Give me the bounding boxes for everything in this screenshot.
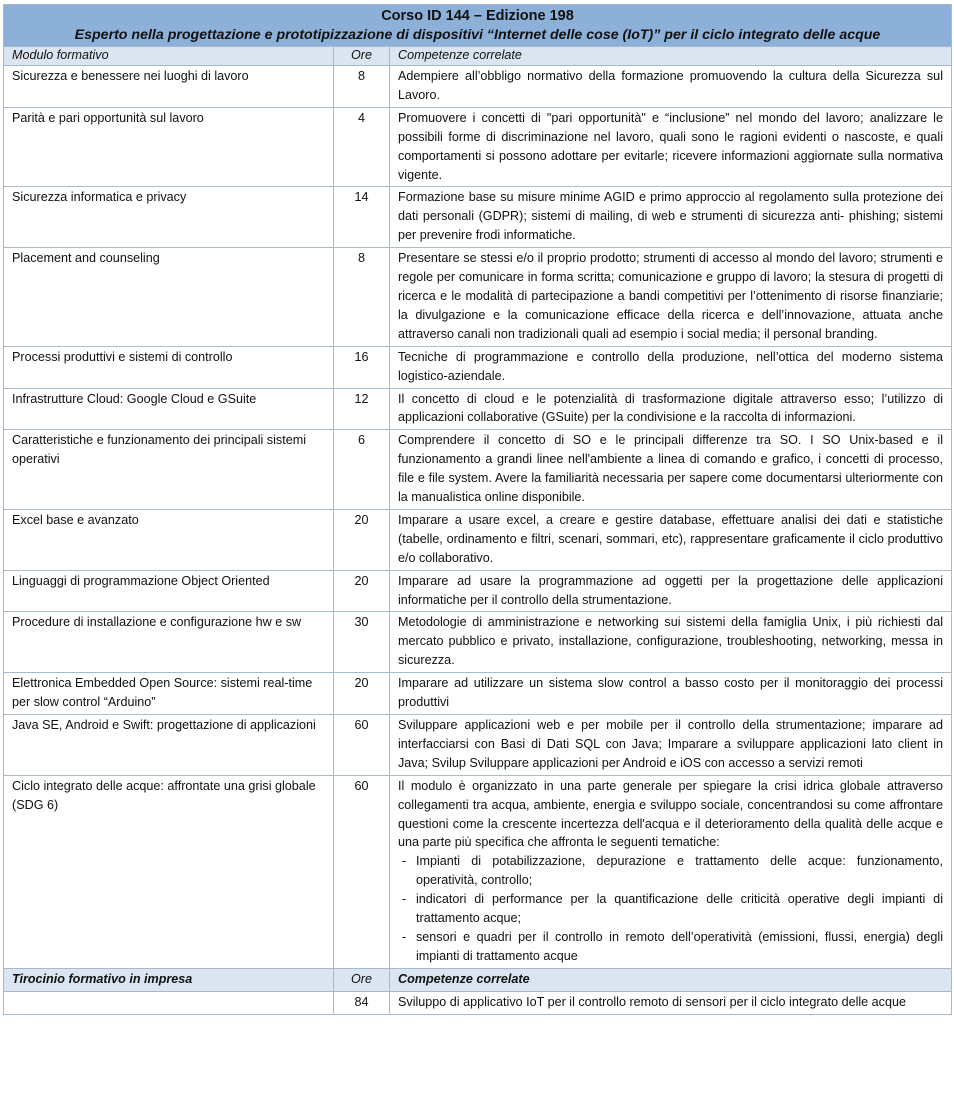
module-name: Procedure di installazione e configurazione hw e sw [4, 612, 334, 673]
column-header-row [4, 47, 952, 66]
title-row [4, 5, 952, 47]
internship-module [4, 991, 334, 1014]
table-row [4, 612, 952, 673]
water-module-intro: Il modulo è organizzato in una parte generale per spiegare la crisi idrica globale attraverso collegamenti tra acqua, ambiente, energia e sviluppo sociale, concentrandosi su come affrontare questioni come la crescente incertezza dell'acqua e il deterioramento della qualità delle acque e una parte più specifica che affronta le seguenti tematiche: [398, 778, 943, 850]
module-skills: Imparare a usare excel, a creare e gestire database, effettuare analisi dei dati e statistiche (tabelle, ordinamento e filtri, scenari, sommari, etc), rappresentare graficamente il ciclo produttivo e/o collaborativo. [390, 509, 952, 570]
table-row [4, 187, 952, 248]
module-hours: 16 [334, 346, 390, 388]
module-name: Sicurezza e benessere nei luoghi di lavoro [4, 66, 334, 108]
module-name: Sicurezza informatica e privacy [4, 187, 334, 248]
module-hours: 14 [334, 187, 390, 248]
module-name: Elettronica Embedded Open Source: sistemi real-time per slow control “Arduino” [4, 673, 334, 715]
module-skills: Adempiere all’obbligo normativo della formazione promuovendo la cultura della Sicurezza sul Lavoro. [390, 66, 952, 108]
internship-skills-label: Competenze correlate [390, 968, 952, 991]
module-hours: 20 [334, 570, 390, 612]
module-name: Ciclo integrato delle acque: affrontate una grisi globale (SDG 6) [4, 775, 334, 968]
module-hours: 60 [334, 775, 390, 968]
column-header-skills: Competenze correlate [390, 47, 952, 66]
table-row [4, 673, 952, 715]
module-skills: Metodologie di amministrazione e networking sui sistemi della famiglia Unix, i più richiesti dal mercato pubblico e privato, installazione, configurazione, troubleshooting, networking, messa in sicurezza. [390, 612, 952, 673]
internship-hours-label: Ore [334, 968, 390, 991]
column-header-module: Modulo formativo [4, 47, 334, 66]
course-title: Corso ID 144 – Edizione 198 [381, 8, 574, 24]
water-module-topics [398, 852, 943, 965]
module-name: Parità e pari opportunità sul lavoro [4, 107, 334, 187]
module-skills: Formazione base su misure minime AGID e primo approccio al regolamento sulla protezione dei dati personali (GDPR); sistemi di mailing, di web e strumenti di sicurezza anti- phishing; sistemi per prevenire frodi informatiche. [390, 187, 952, 248]
module-hours: 30 [334, 612, 390, 673]
module-hours: 20 [334, 673, 390, 715]
module-hours: 4 [334, 107, 390, 187]
internship-title: Tirocinio formativo in impresa [4, 968, 334, 991]
module-hours: 6 [334, 430, 390, 510]
module-hours: 60 [334, 715, 390, 776]
module-name: Caratteristiche e funzionamento dei principali sistemi operativi [4, 430, 334, 510]
table-row [4, 346, 952, 388]
module-skills: Promuovere i concetti di "pari opportunità" e “inclusione” nel mondo del lavoro; analizzare le possibili forme di discriminazione nel lavoro, quali sono le ragioni evidenti o nascoste, e quali comportamenti si possono adottare per evitarle; ricevere informazioni aggiornate sulla normativa vigente. [390, 107, 952, 187]
module-name: Processi produttivi e sistemi di controllo [4, 346, 334, 388]
table-row [4, 430, 952, 510]
table-row [4, 388, 952, 430]
table-row [4, 570, 952, 612]
module-name: Java SE, Android e Swift: progettazione di applicazioni [4, 715, 334, 776]
module-skills: Imparare ad utilizzare un sistema slow control a basso costo per il monitoraggio dei processi produttivi [390, 673, 952, 715]
internship-header-row [4, 968, 952, 991]
title-cell [4, 5, 952, 47]
module-skills [390, 775, 952, 968]
table-row [4, 248, 952, 347]
internship-hours: 84 [334, 991, 390, 1014]
table-row [4, 509, 952, 570]
internship-row [4, 991, 952, 1014]
column-header-hours: Ore [334, 47, 390, 66]
table-row [4, 715, 952, 776]
module-name: Linguaggi di programmazione Object Oriented [4, 570, 334, 612]
module-name: Excel base e avanzato [4, 509, 334, 570]
module-skills: Tecniche di programmazione e controllo della produzione, nell’ottica del moderno sistema logistico-aziendale. [390, 346, 952, 388]
module-hours: 8 [334, 248, 390, 347]
module-name: Infrastrutture Cloud: Google Cloud e GSuite [4, 388, 334, 430]
internship-skills: Sviluppo di applicativo IoT per il controllo remoto di sensori per il ciclo integrato delle acque [390, 991, 952, 1014]
module-hours: 8 [334, 66, 390, 108]
topic-item: - indicatori di performance per la quantificazione delle criticità operative degli impianti di trattamento acque; [400, 890, 943, 928]
course-subtitle: Esperto nella progettazione e prototipizzazione di dispositivi “Internet delle cose (IoT)” per il ciclo integrato delle acque [74, 27, 881, 43]
module-skills: Il concetto di cloud e le potenzialità di trasformazione digitale attraverso esso; l’utilizzo di applicazioni collaborative (GSuite) per la condivisione e la raccolta di informazioni. [390, 388, 952, 430]
topic-item: - Impianti di potabilizzazione, depurazione e trattamento delle acque: funzionamento, operatività, controllo; [400, 852, 943, 890]
table-row-water-module [4, 775, 952, 968]
module-name: Placement and counseling [4, 248, 334, 347]
module-skills: Comprendere il concetto di SO e le principali differenze tra SO. I SO Unix-based e il funzionamento a grandi linee nell'ambiente a linea di comando e grafico, i concetti di processo, file e file system. Avere la familiarità necessaria per sapere come documentarsi ulteriormente con la manualistica online disponibile. [390, 430, 952, 510]
table-row [4, 107, 952, 187]
table-row [4, 66, 952, 108]
module-skills: Sviluppare applicazioni web e per mobile per il controllo della strumentazione; imparare ad interfacciarsi con Basi di Dati SQL con Java; Imparare a sviluppare applicazioni lato client in Java; Svilup Sviluppare applicazioni per Android e iOS con accesso a servizi remoti [390, 715, 952, 776]
topic-item: - sensori e quadri per il controllo in remoto dell’operatività (emissioni, flussi, energia) degli impianti di trattamento acque [400, 928, 943, 966]
module-skills: Presentare se stessi e/o il proprio prodotto; strumenti di accesso al mondo del lavoro; strumenti e regole per comunicare in forma scritta; comunicazione e gruppo di lavoro; la stesura di progetti di ricerca e le modalità di partecipazione a bandi competitivi per l’ottenimento di risorse finanziarie; la divulgazione e la comunicazione efficace della ricerca e dell’innovazione, attuata anche attraverso canali non tradizionali quali ad esempio i social media; il personal branding. [390, 248, 952, 347]
module-hours: 20 [334, 509, 390, 570]
course-table [3, 4, 952, 1015]
module-skills: Imparare ad usare la programmazione ad oggetti per la progettazione delle applicazioni informatiche per il controllo della strumentazione. [390, 570, 952, 612]
module-hours: 12 [334, 388, 390, 430]
